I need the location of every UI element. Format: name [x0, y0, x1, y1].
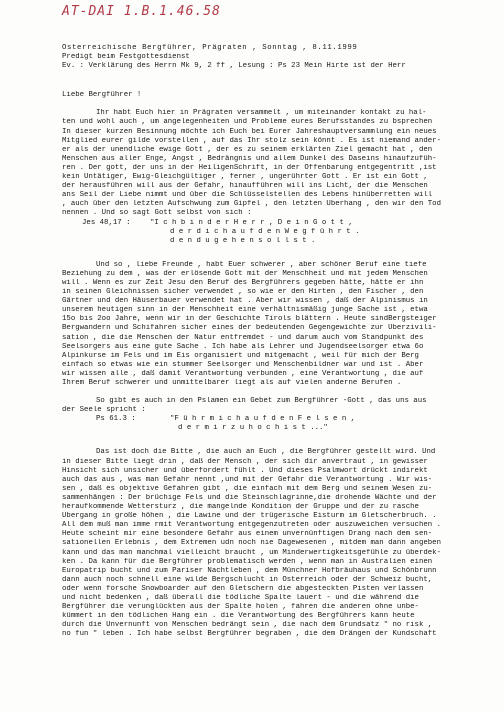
text-line: durch die Unvernunft von Menschen bedrängt sein , die nach dem Grundsatz " no risk , — [62, 621, 433, 630]
text-line: sen , daß es objektive Gefahren gibt , die einfach mit dem Berg und seinem Wesen zu- — [62, 484, 433, 493]
header-line: Österreichische Bergführer, Prägraten , Sonntag , 8.11.1999 — [62, 44, 358, 52]
quote-line: d e r d i c h a u f d e n W e g f ü h r t . — [170, 227, 360, 236]
quote-text: "I c h b i n d e r H e r r , D e i n G o t t , — [150, 218, 353, 227]
text-line: einfach so etwas wie ein stummer Seelsorger und Menschenbildner war und ist . Aber — [62, 360, 424, 369]
header-line: Predigt beim Festgottesdienst — [62, 53, 190, 62]
text-line: sation , die die Menschen der Natur entfremdet - und darum auch vom Standpunkt des — [62, 333, 424, 342]
text-line: Das ist doch die Bitte , die auch an Euch , die Bergführer gestellt wird. Und — [96, 448, 436, 457]
text-line: Seelsorgers aus eine gute Sache . Ich habe als Lehrer und Jugendseelsorger etwa 6o — [62, 342, 424, 351]
text-line: Bergführer die verunglückten aus der Spalte holen , fahren die anderen ohne unbe- — [62, 603, 419, 612]
text-line: kümmert in den tödlichen Hang ein . die Verantwortung des Bergführers kann heute — [62, 612, 415, 621]
text-line: der Seele spricht : — [62, 406, 146, 415]
text-line: ren . Der gott, der uns in der HeiligenSchrift, in der Offenbarung entgegentritt ,ist — [62, 163, 437, 172]
text-line: All dem muß man imme rmit Verantwortung entgegenzutreten oder auszuweichen versuchen . — [62, 521, 441, 530]
text-line: in dieser Bitte liegt drin , daß der Mensch , der sich dir anvertraut , in gewisser — [62, 457, 428, 466]
quote-text: "F ü h r m i c h a u f d e n F e l s e n , — [170, 415, 356, 424]
text-line: ken . Da kann für die Bergführer problematisch werden , wenn man in Australien einen — [62, 557, 433, 566]
text-line: ten und wohl auch , um angelegenheiten und Probleme eures Berufsstandes zu bsprechen — [62, 118, 433, 127]
paragraph-4 — [62, 448, 488, 639]
text-line: kann und das man manchmal vielleicht braucht , um Minderwertigkeitsgefühle zu überdek- — [62, 548, 441, 557]
text-line: Und so , liebe Freunde , habt Euer schwerer , aber schöner Beruf eine tiefe — [96, 260, 427, 269]
quote-line — [62, 415, 488, 424]
text-line: no fun " leben . Ich habe selbst Bergführer begraben , die dem Drängen der Kundschaft — [62, 630, 437, 639]
text-line: Beziehung zu dem , was der erlösende Gott mit der Menschheit und mit jedem Menschen — [62, 269, 428, 278]
text-line: Übergang in große höhen , die Lawine und der trügerische Eisturm im Gletscherbruch. . — [62, 512, 437, 521]
text-line: In dieser kurzen Besinnung möchte ich Euch bei Eurer Jahreshauptversammlung ein neues — [62, 127, 437, 136]
paragraph-1 — [62, 109, 488, 218]
paragraph-3 — [62, 397, 488, 415]
text-line: der herausführen will aus der Gefahr, hinaufführen will ins Licht, der die Menschen — [62, 182, 428, 191]
text-line: ans Seil der Liebe nimmt und über die Schlüsselstellen des Lebens hinüberretten will — [62, 191, 433, 200]
text-line: sationellen Erlebnis , dem Extremen udn noch nie Dagewesenen , mitdem man dann angeben — [62, 539, 441, 548]
text-line: er als der unendliche ewige Gott , der es zu seinem erklärten Ziel gemacht hat , den — [62, 145, 433, 154]
text-line: Menschen aus aller Enge, Angst , Bedrängnis und allem Dunkel des Daseins hinaufzufüh- — [62, 154, 437, 163]
quote-line: d e n d u g e h e n s o l l s t . — [170, 236, 316, 245]
quote-reference: Jes 48,17 : — [82, 218, 131, 227]
text-line: oder wenn forsche Snowboarder auf den Gletschern die abgesteckten Pisten verlassen — [62, 584, 424, 593]
text-line: dann auch noch schnell eine wilde Bergschlucht in Österreich oder der Schweiz bucht, — [62, 575, 433, 584]
text-line: Alpinkurse im Fels und im Eis organisiert und mitgemacht , weil für mich der Berg — [62, 351, 419, 360]
text-line: und nicht bedenken , daß überall die tödliche Spalte lauert - und die während die — [62, 593, 419, 602]
sermon-text — [62, 44, 488, 639]
quote-1 — [62, 219, 488, 246]
text-line: heraufkommende Wettersturz , die mangelnde Kondition der Gruppe und der zu rasche — [62, 503, 419, 512]
text-line: nennen . Und so sagt Gott selbst von sich : — [62, 209, 252, 218]
quote-2 — [62, 415, 488, 433]
text-line: kein Untätiger, Ewig-Gleichgültiger , ferner , ungerührter Gott . Er ist ein Gott , — [62, 173, 428, 182]
text-line: , auch über den letzten Aufschwung zum Gipfel , den letzten Überhang , den wir den Tod — [62, 200, 441, 209]
text-line: Ihr habt Euch hier in Prägraten versammelt , um miteinander kontakt zu hal- — [96, 109, 427, 118]
text-line: Gärtner und den Häuserbauer verwendet hat . Aber wir wissen , daß der Alpinismus in — [62, 297, 428, 306]
quote-reference: Ps 61.3 : — [96, 415, 136, 424]
header-line: Ev. : Verklärung des Herrn Mk 9, 2 ff , Lesung : Ps 23 Mein Hirte ist der Herr — [62, 62, 406, 71]
text-line: Heute scheint mir eine besondere Gefahr aus einem unvernünftigen Drang nach dem sen- — [62, 530, 433, 539]
quote-line — [62, 219, 488, 228]
text-line: Mitglied eurer gilde vorstellen , auf das Ihr stolz sein könnt . Es ist niemand ander- — [62, 136, 441, 145]
text-line: Bergwandern und Schifahren sicher eines der bedeutenden Gegengewichte zur Überzivili- — [62, 324, 437, 333]
text-line: Hinsicht sich unsicher und überfordert fühlt . Und dieses Psalmwort drückt indirekt — [62, 466, 428, 475]
text-line: 15o bis 2oo Jahre, wenn wir in der Geschichte Tirols blättern . Heute sindBergsteiger — [62, 315, 437, 324]
text-line: So gibt es auch in den Pslamen ein Gebet zum Bergführer -Gott , das uns aus — [96, 397, 427, 406]
archive-stamp: AT-DAI 1.B.1.46.58 — [62, 4, 221, 19]
text-line: will . Wenn es zur Zeit Jesu den Beruf des Bergführers gegeben hätte, hätte er ihn — [62, 278, 424, 287]
text-line: wir wissen alle , daß damit Verantwortung verbunden , eine Verantwortung , die auf — [62, 369, 424, 378]
text-line: auch das aus , was man Gefahr nennt ,und mit der Gefahr die Verantwortung . Wir wis- — [62, 475, 433, 484]
salutation: Liebe Bergführer ! — [62, 91, 142, 100]
paragraph-2 — [62, 261, 488, 388]
text-line: Ihrem Beruf schwerer und unmittelbarer liegt als auf vielen anderne Berufen . — [62, 379, 402, 387]
quote-line: d e r m i r z u h o c h i s t ..." — [178, 424, 328, 433]
text-line: in seinen Gleichnissen sicher verwendet , so wie er den Hirten , den Fischer , den — [62, 288, 424, 297]
text-line: unserem heutigen sinn in der Menschheit eine verhältnismäßig junge Sache ist , etwa — [62, 306, 428, 315]
text-line: Europatrip bucht und zum Pariser Nachtleben , dem Münchner Hofbräuhaus und Schönbrunn — [62, 566, 437, 575]
text-line: sammenhängen : Der brüchige Fels und die Steinschlagrinne,die drohende Wächte und der — [62, 493, 437, 502]
